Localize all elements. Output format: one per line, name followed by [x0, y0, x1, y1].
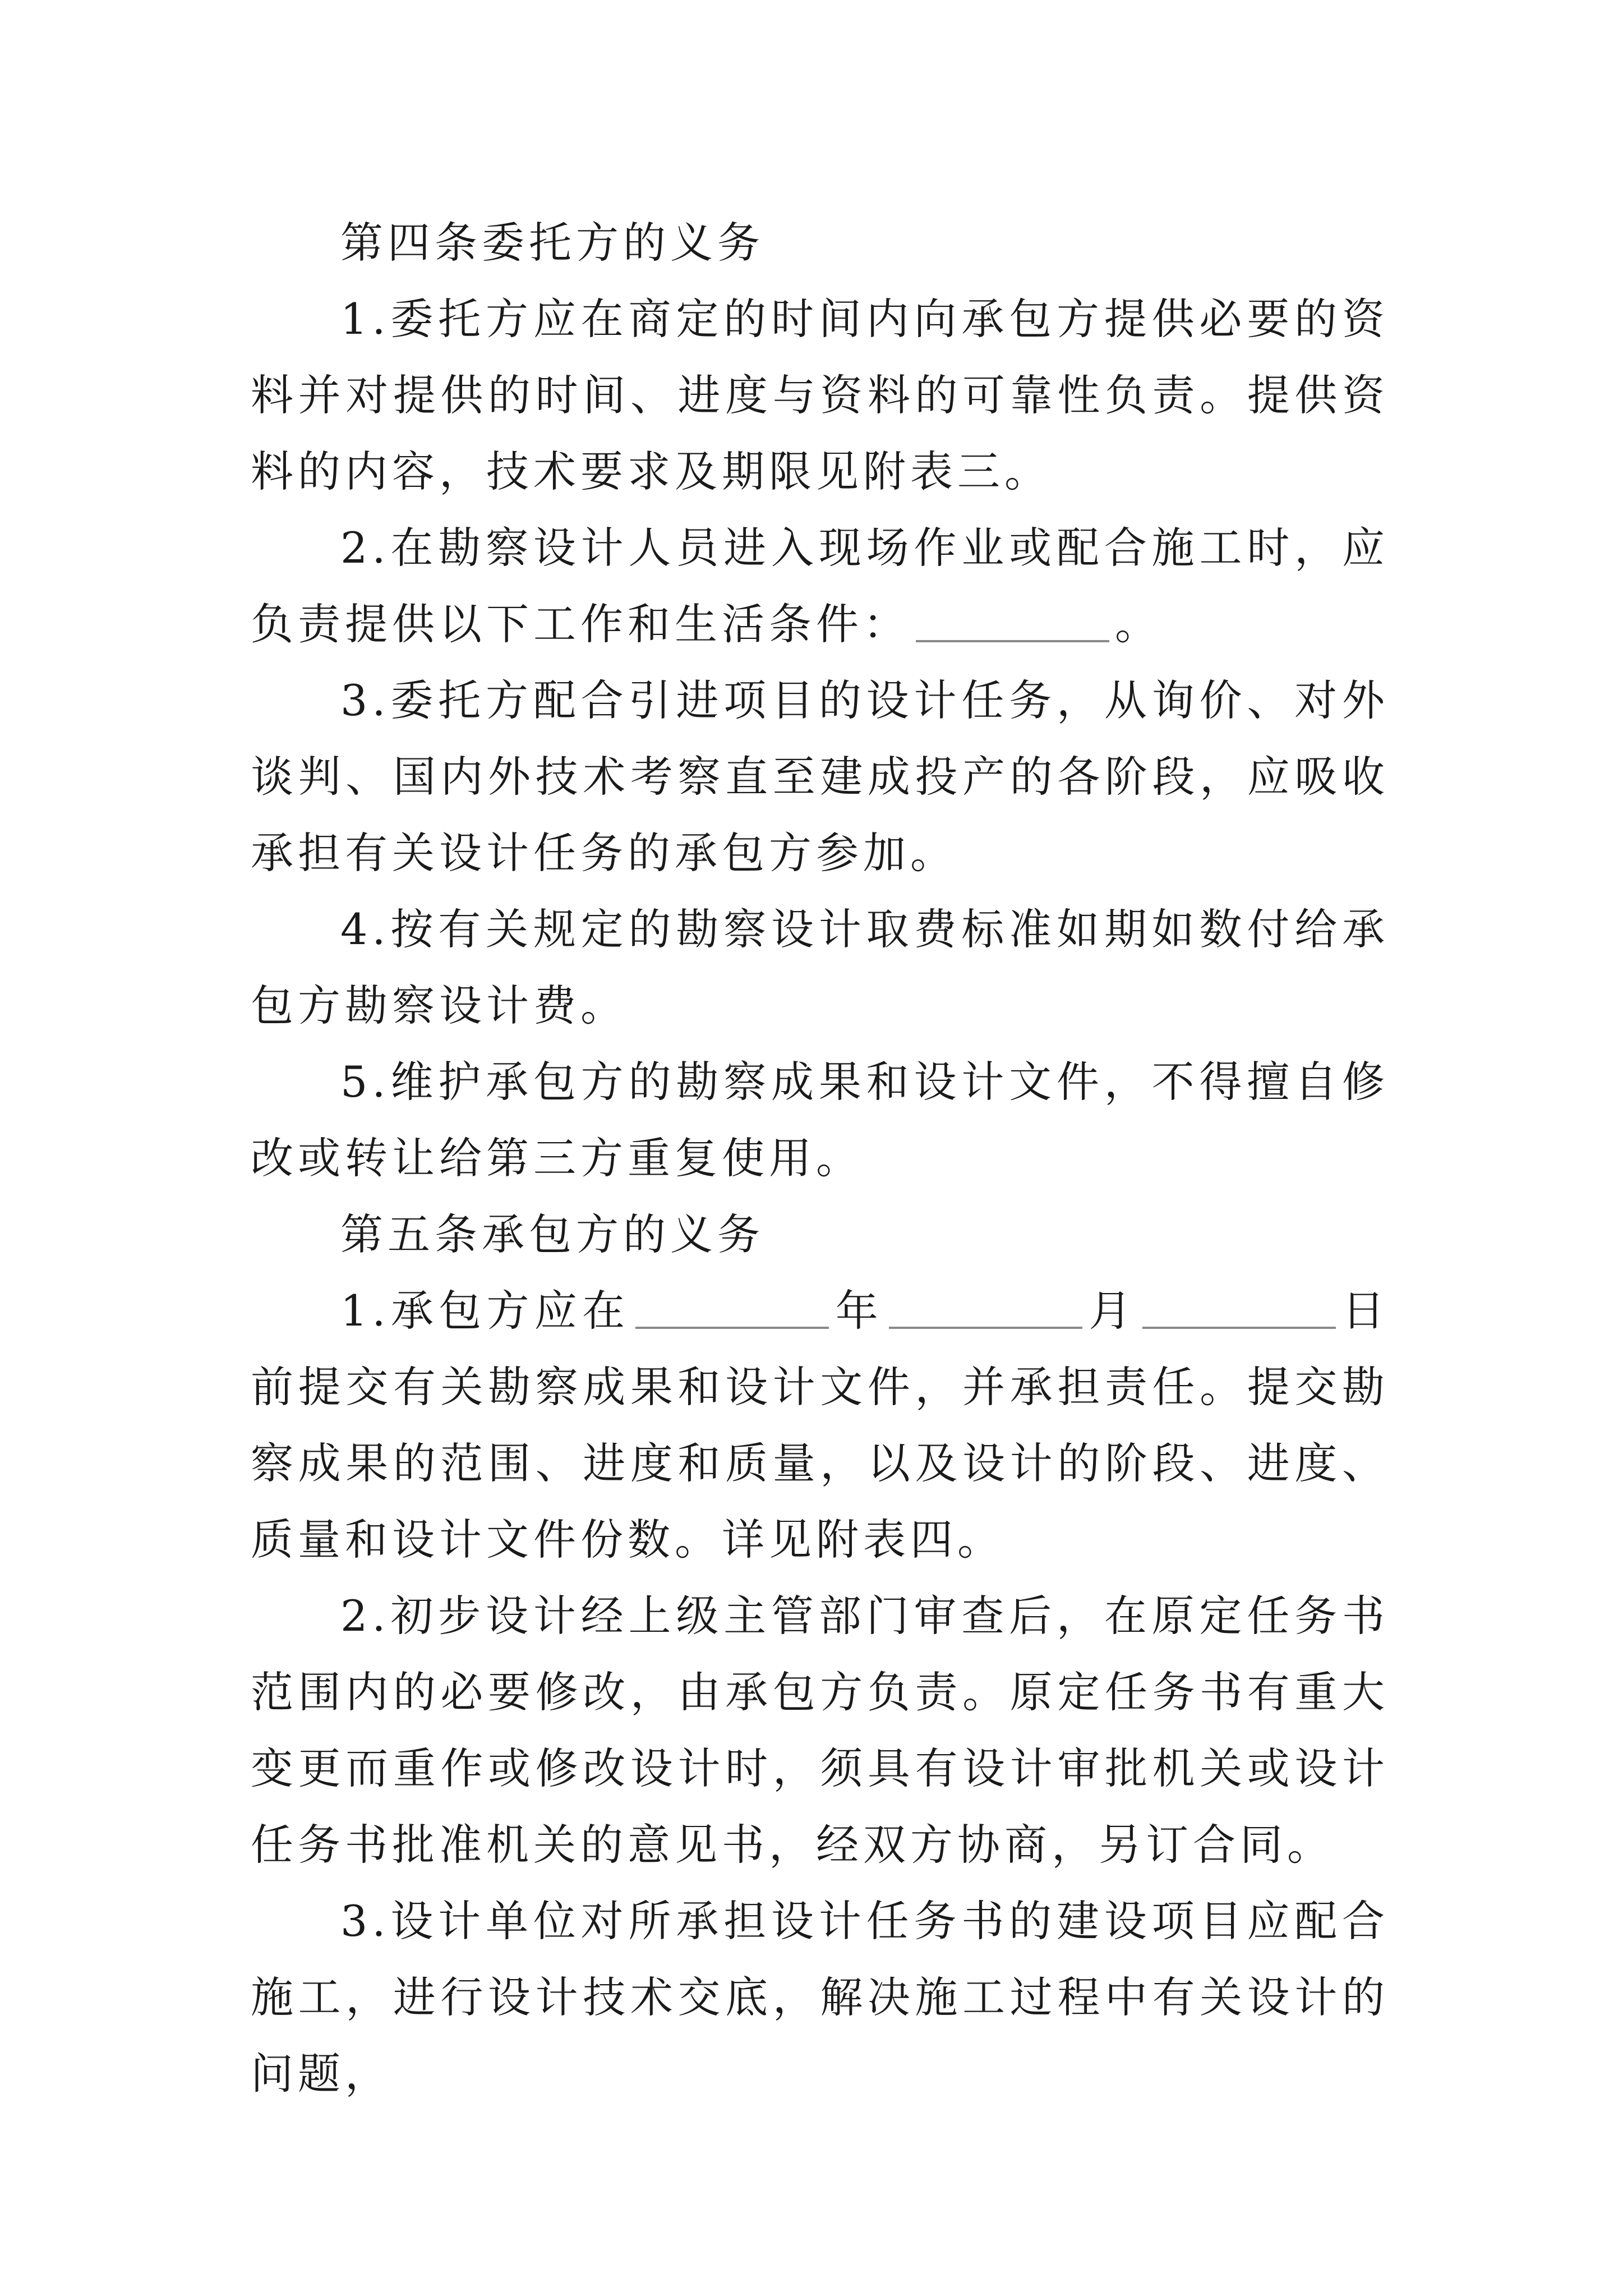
- section-5-item-3: 3.设计单位对所承担设计任务书的建设项目应配合施工，进行设计技术交底，解决施工过程中有关设计的问题，: [251, 1896, 1389, 2099]
- section-4-item-2: [251, 510, 1389, 662]
- section-5-item-1: [251, 1273, 1389, 1578]
- year-blank: [635, 1327, 829, 1329]
- section-4-item-5: 5.维护承包方的勘察成果和设计文件，不得擅自修改或转让给第三方重复使用。: [251, 1057, 1389, 1183]
- month-blank: [889, 1327, 1082, 1329]
- section-5-item-1-rest: 日前提交有关勘察成果和设计文件，并承担责任。提交勘察成果的范围、进度和质量，以及设计的阶段、进度、质量和设计文件份数。详见附表四。: [251, 1286, 1390, 1565]
- document-page: [251, 205, 1389, 2112]
- year-label: 年: [834, 1286, 884, 1336]
- section-4-item-2-end: 。: [1115, 599, 1162, 649]
- section-5-item-2: 2.初步设计经上级主管部门审查后，在原定任务书范围内的必要修改，由承包方负责。原定任务书有重大变更而重作或修改设计时，须具有设计审批机关或设计任务书批准机关的意见书，经双方协商，另订合同。: [251, 1591, 1389, 1870]
- day-blank: [1142, 1327, 1336, 1329]
- section-4-item-1: 1.委托方应在商定的时间内向承包方提供必要的资料并对提供的时间、进度与资料的可靠性负责。提供资料的内容，技术要求及期限见附表三。: [251, 294, 1389, 496]
- section-5-item-1-start: 1.承包方应在: [340, 1286, 630, 1336]
- section-4-heading: 第四条委托方的义务: [340, 218, 764, 268]
- fill-in-blank: [916, 640, 1109, 642]
- section-4-item-4: 4.按有关规定的勘察设计取费标准如期如数付给承包方勘察设计费。: [251, 904, 1389, 1030]
- section-5-heading: 第五条承包方的义务: [340, 1209, 764, 1259]
- section-4-item-3: 3.委托方配合引进项目的设计任务，从询价、对外谈判、国内外技术考察直至建成投产的各阶段，应吸收承担有关设计任务的承包方参加。: [251, 675, 1389, 878]
- month-label: 月: [1088, 1286, 1137, 1336]
- section-4-item-2-text: 2.在勘察设计人员进入现场作业或配合施工时，应负责提供以下工作和生活条件：: [251, 523, 1389, 649]
